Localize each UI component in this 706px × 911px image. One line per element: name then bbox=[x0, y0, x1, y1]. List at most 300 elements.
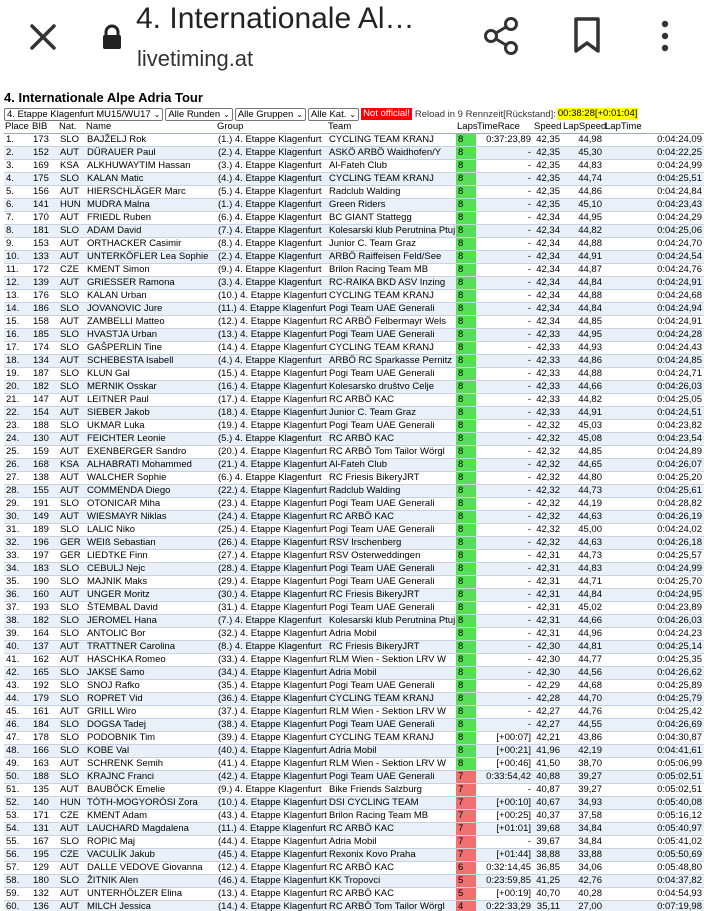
cell-speed: 42,33 bbox=[533, 355, 562, 368]
cell-nat: AUT bbox=[58, 823, 85, 836]
cell-bib: 155 bbox=[31, 485, 58, 498]
cell-laptime: 0:04:22,25 bbox=[604, 147, 704, 160]
cell-place: 54. bbox=[4, 823, 31, 836]
cell-laptime: 0:04:24,76 bbox=[604, 264, 704, 277]
event-title: 4. Internationale Alpe Adria Tour bbox=[4, 90, 203, 105]
table-row bbox=[4, 394, 704, 407]
categories-select[interactable] bbox=[308, 108, 359, 121]
cell-nat: AUT bbox=[58, 641, 85, 654]
cell-nat: SLO bbox=[58, 225, 85, 238]
cell-laps: 8 bbox=[456, 602, 476, 615]
cell-place: 18. bbox=[4, 355, 31, 368]
cell-lapspeed: 44,82 bbox=[562, 225, 604, 238]
cell-name: DÜRAUER Paul bbox=[85, 147, 216, 160]
cell-laps: 8 bbox=[456, 628, 476, 641]
cell-timerace: - bbox=[476, 706, 533, 719]
cell-nat: CZE bbox=[58, 264, 85, 277]
cell-speed: 42,27 bbox=[533, 706, 562, 719]
cell-timerace: 0:37:23,89 bbox=[476, 134, 533, 147]
cell-laptime: 0:05:50,69 bbox=[604, 849, 704, 862]
cell-place: 41. bbox=[4, 654, 31, 667]
cell-speed: 42,32 bbox=[533, 472, 562, 485]
race-clock: 00:38:28[+0:01:04] bbox=[557, 108, 638, 119]
cell-speed: 42,33 bbox=[533, 329, 562, 342]
cell-laptime: 0:04:26,19 bbox=[604, 511, 704, 524]
cell-lapspeed: 44,63 bbox=[562, 511, 604, 524]
cell-speed: 42,33 bbox=[533, 368, 562, 381]
more-vert-icon[interactable] bbox=[655, 16, 675, 56]
cell-team: CYCLING TEAM KRANJ bbox=[327, 732, 456, 745]
cell-nat: SLO bbox=[58, 134, 85, 147]
cell-lapspeed: 34,84 bbox=[562, 836, 604, 849]
cell-laptime: 0:07:19,98 bbox=[604, 901, 704, 911]
cell-bib: 196 bbox=[31, 537, 58, 550]
cell-group: (16.) 4. Etappe Klagenfurt bbox=[218, 381, 327, 392]
cell-bib: 136 bbox=[31, 901, 58, 911]
cell-timerace: [+00:25] bbox=[476, 810, 533, 823]
cell-team: Adria Mobil bbox=[327, 628, 456, 641]
cell-group: (19.) 4. Etappe Klagenfurt bbox=[218, 420, 327, 431]
cell-laps: 7 bbox=[456, 797, 476, 810]
cell-nat: SLO bbox=[58, 576, 85, 589]
cell-timerace: - bbox=[476, 290, 533, 303]
table-row bbox=[4, 875, 704, 888]
cell-group: (11.) 4. Etappe Klagenfurt bbox=[218, 303, 327, 314]
cell-name: JEROMEL Hana bbox=[85, 615, 216, 628]
cell-laps: 8 bbox=[456, 472, 476, 485]
cell-timerace: - bbox=[476, 511, 533, 524]
cell-speed: 39,67 bbox=[533, 836, 562, 849]
cell-nat: SLO bbox=[58, 875, 85, 888]
cell-group: (4.) 4. Etappe Klagenfurt bbox=[216, 173, 327, 186]
cell-team: CYCLING TEAM KRANJ bbox=[327, 290, 456, 303]
stage-select[interactable] bbox=[4, 108, 163, 121]
cell-team: RC Friesis BikeryJRT bbox=[327, 589, 456, 602]
table-row bbox=[4, 680, 704, 693]
table-header-row bbox=[4, 121, 704, 134]
cell-team: CYCLING TEAM KRANJ bbox=[327, 173, 456, 186]
cell-speed: 42,34 bbox=[533, 303, 562, 316]
cell-timerace: [+00:21] bbox=[476, 745, 533, 758]
cell-speed: 42,34 bbox=[533, 264, 562, 277]
cell-place: 56. bbox=[4, 849, 31, 862]
cell-laps: 7 bbox=[456, 849, 476, 862]
table-row bbox=[4, 212, 704, 225]
cell-laptime: 0:04:23,89 bbox=[604, 602, 704, 615]
cell-speed: 42,31 bbox=[533, 576, 562, 589]
cell-bib: 167 bbox=[31, 836, 58, 849]
cell-group: (36.) 4. Etappe Klagenfurt bbox=[218, 693, 327, 704]
cell-team: Al-Fateh Club bbox=[327, 459, 456, 472]
cell-laps: 8 bbox=[456, 134, 476, 147]
cell-bib: 165 bbox=[31, 667, 58, 680]
cell-nat: GER bbox=[58, 550, 85, 563]
cell-lapspeed: 44,66 bbox=[562, 615, 604, 628]
table-row bbox=[4, 797, 704, 810]
cell-lapspeed: 44,87 bbox=[562, 264, 604, 277]
cell-group: (46.) 4. Etappe Klagenfurt bbox=[218, 875, 327, 886]
cell-bib: 184 bbox=[31, 719, 58, 732]
cell-bib: 183 bbox=[31, 563, 58, 576]
cell-speed: 38,88 bbox=[533, 849, 562, 862]
cell-nat: AUT bbox=[58, 446, 85, 459]
cell-place: 37. bbox=[4, 602, 31, 615]
cell-group: (1.) 4. Etappe Klagenfurt bbox=[216, 199, 327, 212]
cell-bib: 160 bbox=[31, 589, 58, 602]
cell-laptime: 0:04:23,54 bbox=[604, 433, 704, 446]
cell-lapspeed: 39,27 bbox=[562, 771, 604, 784]
cell-team: Pogi Team UAE Generali bbox=[327, 576, 456, 589]
chevron-down-icon: ⌄ bbox=[153, 109, 161, 119]
cell-speed: 42,31 bbox=[533, 563, 562, 576]
cell-team: Green Riders bbox=[327, 199, 456, 212]
cell-place: 59. bbox=[4, 888, 31, 901]
cell-nat: AUT bbox=[58, 784, 85, 797]
cell-bib: 188 bbox=[31, 771, 58, 784]
cell-speed: 42,34 bbox=[533, 238, 562, 251]
cell-bib: 180 bbox=[31, 875, 58, 888]
cell-team: Pogi Team UAE Generali bbox=[327, 329, 456, 342]
cell-laps: 7 bbox=[456, 771, 476, 784]
cell-laptime: 0:04:25,35 bbox=[604, 654, 704, 667]
cell-place: 7. bbox=[4, 212, 31, 225]
cell-place: 4. bbox=[4, 173, 31, 186]
cell-laptime: 0:04:26,03 bbox=[604, 615, 704, 628]
cell-laptime: 0:04:24,28 bbox=[604, 329, 704, 342]
table-row bbox=[4, 732, 704, 745]
table-row bbox=[4, 576, 704, 589]
cell-name: JOVANOVIC Jure bbox=[85, 303, 216, 316]
cell-nat: SLO bbox=[58, 420, 85, 433]
cell-lapspeed: 38,70 bbox=[562, 758, 604, 771]
cell-laps: 8 bbox=[456, 342, 476, 355]
cell-lapspeed: 33,88 bbox=[562, 849, 604, 862]
cell-team: RC Friesis BikeryJRT bbox=[327, 641, 456, 654]
cell-timerace: - bbox=[476, 589, 533, 602]
cell-speed: 42,34 bbox=[533, 316, 562, 329]
cell-timerace: [+00:07] bbox=[476, 732, 533, 745]
cell-timerace: - bbox=[476, 719, 533, 732]
cell-group: (6.) 4. Etappe Klagenfurt bbox=[216, 472, 327, 485]
cell-laps: 8 bbox=[456, 186, 476, 199]
cell-laptime: 0:04:25,89 bbox=[604, 680, 704, 693]
cell-laptime: 0:04:25,06 bbox=[604, 225, 704, 238]
cell-lapspeed: 44,74 bbox=[562, 173, 604, 186]
cell-group: (8.) 4. Etappe Klagenfurt bbox=[216, 641, 327, 654]
cell-timerace: [+00:46] bbox=[476, 758, 533, 771]
cell-laps: 8 bbox=[456, 550, 476, 563]
table-row bbox=[4, 758, 704, 771]
cell-lapspeed: 27,00 bbox=[562, 901, 604, 911]
cell-laptime: 0:04:26,62 bbox=[604, 667, 704, 680]
cell-group: (14.) 4. Etappe Klagenfurt bbox=[218, 342, 327, 353]
cell-nat: AUT bbox=[58, 888, 85, 901]
cell-name: CEBULJ Nejc bbox=[85, 563, 216, 576]
cell-laptime: 0:05:06,99 bbox=[604, 758, 704, 771]
cell-speed: 41,50 bbox=[533, 758, 562, 771]
page-title: 4. Internationale Al… bbox=[136, 2, 415, 35]
chevron-down-icon: ⌄ bbox=[296, 109, 303, 119]
cell-lapspeed: 44,56 bbox=[562, 667, 604, 680]
cell-group: (7.) 4. Etappe Klagenfurt bbox=[216, 225, 327, 238]
cell-timerace: - bbox=[476, 186, 533, 199]
cell-lapspeed: 44,71 bbox=[562, 576, 604, 589]
cell-bib: 132 bbox=[31, 888, 58, 901]
cell-bib: 181 bbox=[31, 225, 58, 238]
cell-team: RC ARBÖ Tom Tailor Wörgl bbox=[327, 901, 456, 911]
cell-laptime: 0:04:37,82 bbox=[604, 875, 704, 888]
cell-place: 43. bbox=[4, 680, 31, 693]
cell-speed: 42,29 bbox=[533, 680, 562, 693]
cell-group: (40.) 4. Etappe Klagenfurt bbox=[218, 745, 327, 756]
cell-laptime: 0:04:24,85 bbox=[604, 355, 704, 368]
cell-laptime: 0:04:26,18 bbox=[604, 537, 704, 550]
table-row bbox=[4, 810, 704, 823]
page-url[interactable]: livetiming.at bbox=[137, 46, 254, 71]
close-icon[interactable] bbox=[26, 20, 60, 54]
cell-timerace: - bbox=[476, 550, 533, 563]
cell-lapspeed: 44,83 bbox=[562, 563, 604, 576]
cell-lapspeed: 44,86 bbox=[562, 355, 604, 368]
cell-laptime: 0:05:40,97 bbox=[604, 823, 704, 836]
cell-lapspeed: 44,93 bbox=[562, 342, 604, 355]
results-table bbox=[4, 121, 704, 911]
cell-timerace: - bbox=[476, 459, 533, 472]
cell-place: 1. bbox=[4, 134, 31, 147]
cell-bib: 172 bbox=[31, 264, 58, 277]
cell-timerace: - bbox=[476, 368, 533, 381]
cell-group: (24.) 4. Etappe Klagenfurt bbox=[218, 511, 327, 522]
cell-group: (31.) 4. Etappe Klagenfurt bbox=[218, 602, 327, 613]
cell-nat: HUN bbox=[58, 199, 85, 212]
cell-team: RC ARBÖ Felbermayr Wels bbox=[327, 316, 456, 329]
table-row bbox=[4, 459, 704, 472]
cell-nat: AUT bbox=[58, 277, 85, 290]
cell-name: WALCHER Sophie bbox=[85, 472, 216, 485]
rounds-select[interactable] bbox=[165, 108, 232, 121]
cell-laptime: 0:04:26,07 bbox=[604, 459, 704, 472]
chevron-down-icon: ⌄ bbox=[223, 109, 230, 119]
cell-bib: 159 bbox=[31, 446, 58, 459]
cell-lapspeed: 45,30 bbox=[562, 147, 604, 160]
cell-lapspeed: 44,63 bbox=[562, 537, 604, 550]
cell-name: OTONICAR Miha bbox=[85, 498, 216, 511]
cell-name: SCHRENK Semih bbox=[85, 758, 216, 771]
cell-lapspeed: 45,02 bbox=[562, 602, 604, 615]
cell-bib: 182 bbox=[31, 615, 58, 628]
cell-name: FEICHTER Leonie bbox=[85, 433, 216, 446]
cell-bib: 178 bbox=[31, 732, 58, 745]
cell-place: 24. bbox=[4, 433, 31, 446]
cell-timerace: - bbox=[476, 251, 533, 264]
cell-group: (9.) 4. Etappe Klagenfurt bbox=[216, 784, 327, 797]
cell-speed: 42,30 bbox=[533, 641, 562, 654]
cell-bib: 153 bbox=[31, 238, 58, 251]
cell-name: JAKSE Samo bbox=[85, 667, 216, 680]
cell-timerace: - bbox=[476, 563, 533, 576]
cell-place: 19. bbox=[4, 368, 31, 381]
cell-laps: 8 bbox=[456, 368, 476, 381]
table-row bbox=[4, 134, 704, 147]
cell-laps: 5 bbox=[456, 875, 476, 888]
table-row bbox=[4, 589, 704, 602]
table-row bbox=[4, 186, 704, 199]
cell-laptime: 0:04:23,43 bbox=[604, 199, 704, 212]
cell-lapspeed: 44,68 bbox=[562, 680, 604, 693]
cell-nat: SLO bbox=[58, 303, 85, 316]
cell-lapspeed: 42,76 bbox=[562, 875, 604, 888]
cell-timerace: - bbox=[476, 355, 533, 368]
cell-speed: 42,27 bbox=[533, 719, 562, 732]
cell-bib: 192 bbox=[31, 680, 58, 693]
cell-team: KK Tropovci bbox=[327, 875, 456, 888]
cell-laptime: 0:04:25,14 bbox=[604, 641, 704, 654]
cell-nat: AUT bbox=[58, 472, 85, 485]
cell-group: (3.) 4. Etappe Klagenfurt bbox=[216, 160, 327, 173]
cell-laptime: 0:04:24,51 bbox=[604, 407, 704, 420]
cell-nat: AUT bbox=[58, 186, 85, 199]
share-icon[interactable] bbox=[482, 16, 520, 56]
cell-lapspeed: 45,00 bbox=[562, 524, 604, 537]
cell-group: (22.) 4. Etappe Klagenfurt bbox=[218, 485, 327, 496]
table-row bbox=[4, 264, 704, 277]
cell-timerace: - bbox=[476, 303, 533, 316]
cell-lapspeed: 44,85 bbox=[562, 446, 604, 459]
cell-group: (42.) 4. Etappe Klagenfurt bbox=[218, 771, 327, 782]
cell-laptime: 0:05:41,02 bbox=[604, 836, 704, 849]
cell-speed: 42,35 bbox=[533, 199, 562, 212]
cell-timerace: - bbox=[476, 576, 533, 589]
cell-speed: 42,32 bbox=[533, 446, 562, 459]
cell-lapspeed: 44,98 bbox=[562, 134, 604, 147]
column-header-nat: Nat. bbox=[58, 121, 85, 134]
cell-name: UKMAR Luka bbox=[85, 420, 216, 433]
table-row bbox=[4, 836, 704, 849]
groups-select[interactable] bbox=[235, 108, 306, 121]
cell-bib: 171 bbox=[31, 810, 58, 823]
cell-nat: AUT bbox=[58, 355, 85, 368]
table-row bbox=[4, 888, 704, 901]
bookmark-icon[interactable] bbox=[572, 16, 602, 54]
cell-name: VACULÍK Jakub bbox=[85, 849, 216, 862]
cell-laps: 8 bbox=[456, 459, 476, 472]
cell-laptime: 0:04:26,03 bbox=[604, 381, 704, 394]
cell-timerace: - bbox=[476, 472, 533, 485]
cell-laps: 8 bbox=[456, 277, 476, 290]
cell-place: 28. bbox=[4, 485, 31, 498]
cell-place: 6. bbox=[4, 199, 31, 212]
cell-group: (1.) 4. Etappe Klagenfurt bbox=[216, 134, 327, 147]
cell-name: MUDRA Malna bbox=[85, 199, 216, 212]
cell-team: RC ARBÖ KAC bbox=[327, 823, 456, 836]
cell-timerace: - bbox=[476, 173, 533, 186]
cell-place: 20. bbox=[4, 381, 31, 394]
table-row bbox=[4, 823, 704, 836]
cell-team: Kolesarski klub Perutnina Ptuj bbox=[329, 225, 456, 236]
cell-place: 31. bbox=[4, 524, 31, 537]
table-row bbox=[4, 433, 704, 446]
cell-lapspeed: 44,76 bbox=[562, 706, 604, 719]
cell-laps: 7 bbox=[456, 784, 476, 797]
cell-name: GAŠPERLIN Tine bbox=[85, 342, 216, 355]
table-row bbox=[4, 485, 704, 498]
lock-icon bbox=[100, 24, 124, 50]
cell-lapspeed: 44,96 bbox=[562, 628, 604, 641]
cell-bib: 170 bbox=[31, 212, 58, 225]
cell-place: 47. bbox=[4, 732, 31, 745]
table-row bbox=[4, 719, 704, 732]
table-row bbox=[4, 641, 704, 654]
cell-laptime: 0:04:24,70 bbox=[604, 238, 704, 251]
groups-select-value: Alle Gruppen bbox=[237, 108, 294, 120]
cell-name: UNTERKÖFLER Lea Sophie bbox=[85, 251, 216, 264]
cell-speed: 42,30 bbox=[533, 667, 562, 680]
cell-name: UNTERHÖLZER Elina bbox=[85, 888, 216, 901]
cell-lapspeed: 44,80 bbox=[562, 472, 604, 485]
cell-speed: 42,31 bbox=[533, 589, 562, 602]
cell-laps: 8 bbox=[456, 654, 476, 667]
cell-nat: HUN bbox=[58, 797, 85, 810]
cell-laptime: 0:04:25,61 bbox=[604, 485, 704, 498]
table-row bbox=[4, 355, 704, 368]
cell-speed: 42,33 bbox=[533, 342, 562, 355]
cell-name: ALKHUWAYTIM Hassan bbox=[85, 160, 216, 173]
cell-laptime: 0:04:54,93 bbox=[604, 888, 704, 901]
cell-name: KMENT Adam bbox=[85, 810, 216, 823]
cell-place: 33. bbox=[4, 550, 31, 563]
cell-name: GRIESSER Ramona bbox=[85, 277, 216, 290]
cell-name: KALAN Matic bbox=[85, 173, 216, 186]
table-row bbox=[4, 420, 704, 433]
cell-laps: 8 bbox=[456, 433, 476, 446]
cell-laps: 8 bbox=[456, 511, 476, 524]
cell-team: CYCLING TEAM KRANJ bbox=[327, 693, 456, 706]
browser-top-bar bbox=[0, 0, 706, 82]
cell-bib: 158 bbox=[31, 316, 58, 329]
cell-team: Adria Mobil bbox=[327, 745, 456, 758]
cell-timerace: [+01:01] bbox=[476, 823, 533, 836]
cell-bib: 147 bbox=[31, 394, 58, 407]
cell-name: DOGSA Tadej bbox=[85, 719, 216, 732]
cell-lapspeed: 44,73 bbox=[562, 550, 604, 563]
cell-timerace: 0:33:54,42 bbox=[476, 771, 533, 784]
cell-laptime: 0:04:26,69 bbox=[604, 719, 704, 732]
cell-nat: AUT bbox=[58, 251, 85, 264]
cell-name: BAJŽELJ Rok bbox=[85, 134, 216, 147]
cell-bib: 166 bbox=[31, 745, 58, 758]
cell-place: 30. bbox=[4, 511, 31, 524]
cell-nat: AUT bbox=[58, 238, 85, 251]
cell-bib: 195 bbox=[31, 849, 58, 862]
cell-timerace: [+00:19] bbox=[476, 888, 533, 901]
cell-lapspeed: 44,88 bbox=[562, 368, 604, 381]
cell-bib: 197 bbox=[31, 550, 58, 563]
rounds-select-value: Alle Runden bbox=[168, 108, 221, 120]
cell-speed: 42,35 bbox=[533, 173, 562, 186]
cell-bib: 138 bbox=[31, 472, 58, 485]
cell-place: 52. bbox=[4, 797, 31, 810]
cell-place: 5. bbox=[4, 186, 31, 199]
cell-lapspeed: 45,10 bbox=[562, 199, 604, 212]
table-row bbox=[4, 251, 704, 264]
cell-nat: SLO bbox=[58, 732, 85, 745]
cell-team: Radclub Walding bbox=[327, 186, 456, 199]
cell-timerace: - bbox=[476, 199, 533, 212]
cell-timerace: - bbox=[476, 160, 533, 173]
cell-speed: 42,33 bbox=[533, 407, 562, 420]
column-header-group: Group bbox=[216, 121, 327, 134]
cell-lapspeed: 44,55 bbox=[562, 719, 604, 732]
